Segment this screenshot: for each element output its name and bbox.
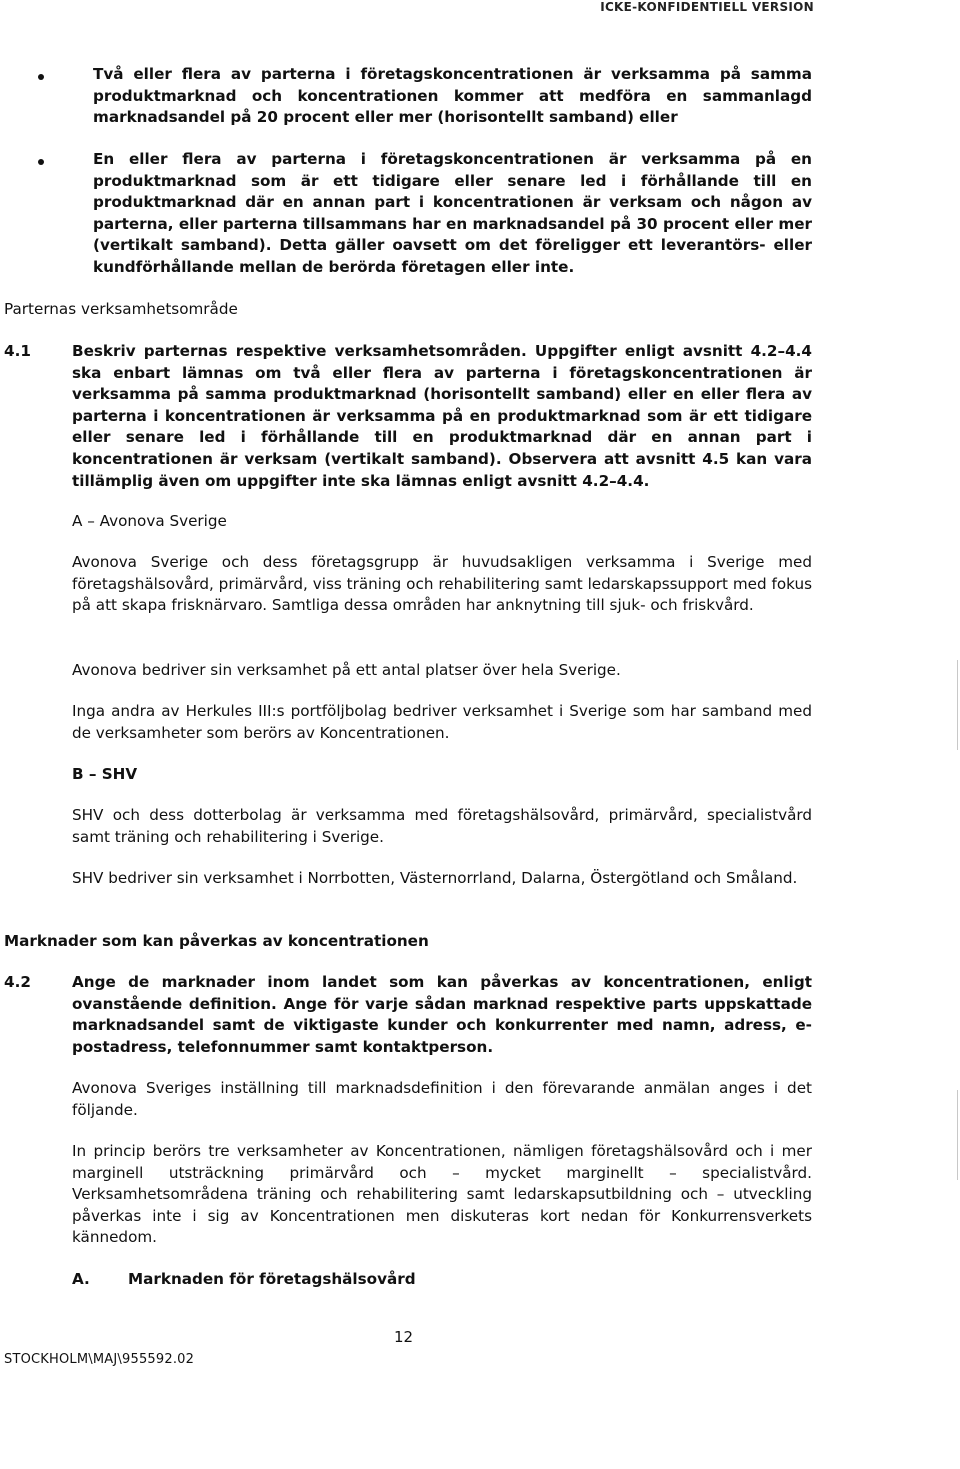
party-a-paragraph: Avonova bedriver sin verksamhet på ett antal platser över hela Sverige. [72,661,621,679]
answer-paragraph: Avonova Sveriges inställning till marknadsdefinition i den förevarande anmälan anges i det följande. [72,1079,812,1119]
bullet-horizontal: Två eller flera av parterna i företagskoncentrationen är verksamma på samma produktmarknad och koncentrationen kommer att medföra en sammanlagd marknadsandel på 20 procent eller mer (horisontellt samband) eller [93,65,812,127]
question-number-4-1: 4.1 [4,342,31,360]
bullet-dot-icon [38,159,44,165]
page-number: 12 [394,1328,414,1346]
bullet-dot-icon [38,74,44,80]
scan-edge-mark [957,1090,958,1180]
party-b-heading: B – SHV [72,765,138,783]
question-4-1-text: Beskriv parternas respektive verksamhetsområden. Uppgifter enligt avsnitt 4.2–4.4 ska enbart lämnas om två eller flera av parterna i företagskoncentrationen är verksamma på samma produktmarknad (horisontellt samband) eller en eller flera av parterna i koncentrationen är verksamma på en produktmarknad som är ett tidigare eller senare led i förhållande till en produktmarknad där en annan part i koncentrationen är verksam (vertikalt samband). Observera att avsnitt 4.5 kan vara tillämplig även om uppgifter inte ska lämnas enligt avsnitt 4.2–4.4. [72,342,812,490]
answer-paragraph: In princip berörs tre verksamheter av Koncentrationen, nämligen företagshälsovård och i mer marginell utsträckning primärvård och – mycket marginellt – specialistvård. Verksamhetsområdena träning och rehabilitering samt ledarskapsutbildning och – utveckling påverkas inte i sig av Koncentrationen men diskuteras kort nedan för Konkurrensverkets kännedom. [72,1142,812,1247]
bullet-vertical: En eller flera av parterna i företagskoncentrationen är verksamma på en produktmarknad som är ett tidigare eller senare led i förhållande till en produktmarknad där en annan part i koncentrationen är verksam och någon av parterna, eller parterna tillsammans har en marknadsandel på 30 procent eller mer (vertikalt samband). Detta gäller oavsett om det föreligger ett leverantörs- eller kundförhållande mellan de berörda företagen eller inte. [93,150,812,276]
section-heading-marknader: Marknader som kan påverkas av koncentrationen [4,932,429,950]
question-number-4-2: 4.2 [4,973,31,991]
scan-edge-mark [957,660,958,750]
party-b-paragraph: SHV bedriver sin verksamhet i Norrbotten, Västernorrland, Dalarna, Östergötland och Småland. [72,869,798,887]
party-a-heading: A – Avonova Sverige [72,512,227,530]
party-b-paragraph: SHV och dess dotterbolag är verksamma med företagshälsovård, primärvård, specialistvård samt träning och rehabilitering i Sverige. [72,806,812,846]
section-heading-parternas: Parternas verksamhetsområde [4,300,238,318]
confidentiality-header: ICKE-KONFIDENTIELL VERSION [600,0,814,14]
question-4-2-text: Ange de marknader inom landet som kan påverkas av koncentrationen, enligt ovanstående definition. Ange för varje sådan marknad respektive parts uppskattade marknadsandel samt de viktigaste kunder och konkurrenter med namn, adress, e-postadress, telefonnummer samt kontaktperson. [72,973,812,1056]
document-reference: STOCKHOLM\MAJ\955592.02 [4,1352,195,1367]
subsection-a-label: A. [72,1270,90,1288]
subsection-a-title: Marknaden för företagshälsovård [128,1270,416,1288]
party-a-paragraph: Inga andra av Herkules III:s portföljbolag bedriver verksamhet i Sverige som har samband med de verksamheter som berörs av Koncentrationen. [72,702,812,742]
party-a-paragraph: Avonova Sverige och dess företagsgrupp är huvudsakligen verksamma i Sverige med företagshälsovård, primärvård, viss träning och rehabilitering samt ledarskapssupport med fokus på att skapa frisknärvaro. Samtliga dessa områden har anknytning till sjuk- och friskvård. [72,553,812,615]
